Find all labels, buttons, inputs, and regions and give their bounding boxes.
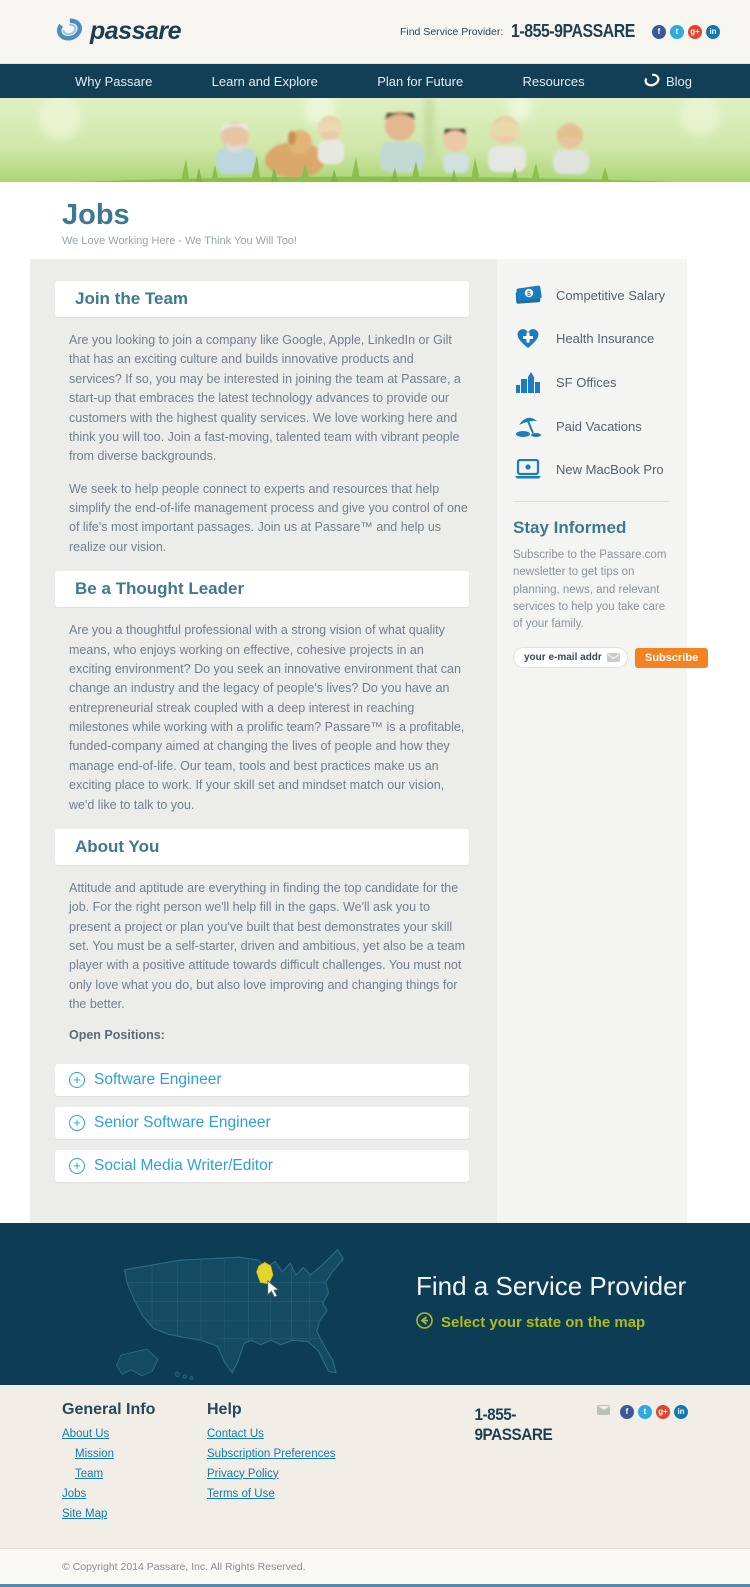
passare-swirl-icon [56,16,83,48]
plus-circle-icon [69,1115,85,1131]
section-paragraph: Are you looking to join a company like Google, Apple, LinkedIn or Gilt that has an exciting culture and builds innovative products and services? If so, you may be interested in joining the team at Passare, a start-up that embraces the latest technology advances to provide our customers with the highest quality services. We love working here and think you will too. Join a fast-moving, talented team with vibrant people from diverse backgrounds. [69,333,461,464]
sidebar [497,259,699,1223]
linkedin-icon[interactable]: in [674,1405,688,1419]
header-social-icons [652,25,720,39]
section-join-the-team [55,281,469,557]
stay-informed-heading: Stay Informed [513,518,627,537]
footer-link-about-us[interactable]: About Us [62,1427,110,1440]
section-thought-leader [55,571,469,815]
email-input-pill [513,647,628,668]
find-provider-label: Find Service Provider: [399,25,504,38]
footer-link-subscription-preferences[interactable]: Subscription Preferences [207,1447,336,1460]
footer-link-mission[interactable]: Mission [75,1447,114,1460]
section-heading-card [55,281,469,317]
hero-family-photo [0,98,750,185]
twitter-icon[interactable]: t [670,25,684,39]
section-paragraph: Attitude and aptitude are everything in finding the top candidate for the job. For the right person we'll help fill in the gaps. We'll ask you to present a project or plan you've built that best demonstrates your skill set. You must be a self-starter, driven and ambitious, yet also be a team player with a positive attitude towards difficult challenges. You must not only love what you do, but also love improving and changing things for the better. [69,880,466,1012]
footer-link-privacy-policy[interactable]: Privacy Policy [207,1467,279,1480]
section-heading: About You [75,836,160,856]
footer-help-heading: Help [207,1400,242,1418]
newsletter-form [513,647,699,668]
benefit-new-macbook: New MacBook Pro [513,459,669,479]
nav-learn-and-explore[interactable]: Learn and Explore [211,73,318,89]
email-input[interactable] [524,652,602,663]
blog-swirl-icon [644,72,660,91]
money-icon [513,285,543,305]
passare-logo[interactable] [56,16,181,48]
main-column [30,259,497,1223]
usa-map[interactable] [82,1229,412,1385]
facebook-icon[interactable]: f [620,1405,634,1419]
footer-envelope-icon[interactable] [597,1405,610,1415]
header-phone-number: 1-855-9PASSARE [511,21,636,41]
section-paragraph: We seek to help people connect to experts and resources that help simplify the end-of-life management process and give you control of one of life's most important passages. Join us at Passare™ and help us realize our vision. [69,481,468,554]
beach-umbrella-icon [513,415,543,437]
map-title: Find a Service Provider [416,1270,687,1301]
city-skyline-icon [513,371,543,393]
section-paragraph: Are you a thoughtful professional with a strong vision of what quality means, who enjoys working on effective, cohesive projects in an exciting environment? Do you seek an innovative environment that can change an industry and the legacy of people's lives? Do you have an entrepreneurial streak coupled with a deep interest in reaching milestones while working with a prolific team? Passare™ is a profitable, funded-company aimed at changing the lives of people and how they manage end-of-life. Our team, tools and best practices make us an exciting place to work. If your skill set and mindset match our vision, we'd like to talk to you. [69,623,465,812]
nav-resources[interactable]: Resources [522,73,585,89]
page-title: Jobs [62,199,130,231]
footer-phone-number: 1-855-9PASSARE [474,1404,553,1444]
subscribe-button[interactable]: Subscribe [635,648,708,668]
page-header [0,185,750,259]
find-service-provider-band [0,1223,750,1385]
brand-name: passare [90,17,182,45]
nav-why-passare[interactable]: Why Passare [75,73,153,89]
health-heart-icon [513,327,543,349]
envelope-icon [607,649,620,667]
section-heading-card [55,571,469,607]
footer-link-contact-us[interactable]: Contact Us [207,1427,264,1440]
copyright-bar [0,1548,750,1587]
section-heading: Be a Thought Leader [75,579,245,599]
plus-circle-icon [69,1072,85,1088]
section-heading-card [55,829,469,865]
accordion-senior-software-engineer[interactable]: + Senior Software Engineer [55,1107,469,1139]
stay-informed-text: Subscribe to the Passare.com newsletter to get tips on planning, news, and relevant services to help you take care of your family. [513,549,667,630]
plus-circle-icon [69,1158,85,1174]
sidebar-divider [513,501,669,502]
section-heading: Join the Team [75,289,189,308]
footer [0,1385,750,1548]
accordion-software-engineer[interactable]: + Software Engineer [55,1064,469,1096]
nav-plan-for-future[interactable]: Plan for Future [377,73,464,89]
footer-social-icons [620,1405,688,1419]
accordion-social-media-writer[interactable]: + Social Media Writer/Editor [55,1150,469,1182]
footer-link-terms-of-use[interactable]: Terms of Use [207,1487,275,1500]
open-positions-label: Open Positions: [69,1027,165,1042]
main-nav [0,64,750,98]
twitter-icon[interactable]: t [638,1405,652,1419]
arrow-left-circle-icon [416,1312,433,1334]
google-plus-icon[interactable]: g+ [656,1405,670,1419]
footer-link-team[interactable]: Team [75,1467,104,1480]
content-area [30,259,699,1223]
facebook-icon[interactable]: f [652,25,666,39]
linkedin-icon[interactable]: in [706,25,720,39]
nav-blog[interactable]: Blog [644,72,692,91]
benefit-paid-vacations: Paid Vacations [513,415,669,437]
top-header-bar [0,0,750,64]
footer-general-info-heading: General Info [62,1400,156,1418]
benefit-health-insurance: Health Insurance [513,327,669,349]
select-state-link[interactable]: Select your state on the map [416,1312,686,1334]
section-about-you [55,829,469,1042]
benefit-sf-offices: SF Offices [513,371,669,393]
laptop-icon [513,459,543,479]
footer-link-jobs[interactable]: Jobs [62,1487,87,1500]
benefit-competitive-salary: $ Competitive Salary [513,285,669,305]
google-plus-icon[interactable]: g+ [688,25,702,39]
svg-text:$: $ [527,291,531,298]
copyright-text: © Copyright 2014 Passare, Inc. All Rights Reserved. [62,1560,306,1573]
page-subtitle: We Love Working Here - We Think You Will Too! [62,235,297,247]
footer-link-site-map[interactable]: Site Map [62,1507,108,1520]
